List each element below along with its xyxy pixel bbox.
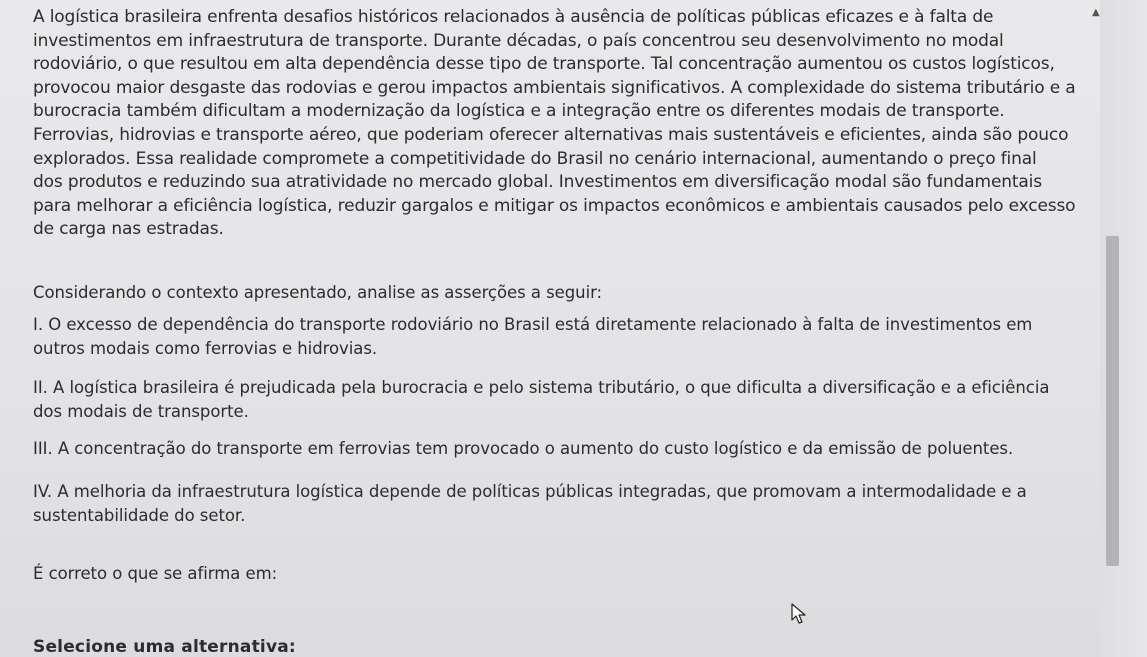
assertion-2-line-1: II. A logística brasileira é prejudicada pela burocracia e pelo sistema tributário, o que dificulta a diversificação e a eficiência bbox=[33, 378, 1050, 397]
select-alternative-label: Selecione uma alternativa: bbox=[33, 637, 296, 657]
assertion-3: III. A concentração do transporte em ferrovias tem provocado o aumento do custo logístico e da emissão de poluentes. bbox=[33, 439, 1014, 458]
assertion-1-line-1: I. O excesso de dependência do transporte rodoviário no Brasil está diretamente relacionado à falta de investimentos em bbox=[33, 315, 1033, 334]
assertion-2 bbox=[33, 376, 1049, 423]
vertical-scrollbar[interactable] bbox=[1092, 0, 1147, 657]
assertion-4-line-1: IV. A melhoria da infraestrutura logística depende de políticas públicas integradas, que promovam a intermodalidade e a bbox=[33, 482, 1027, 501]
context-line: rodoviário, o que resultou em alta dependência desse tipo de transporte. Tal concentração aumentou os custos logísticos, bbox=[33, 54, 1055, 75]
context-line: burocracia também dificultam a modernização da logística e a integração entre os diferentes modais de transporte. bbox=[33, 101, 1005, 122]
context-paragraph bbox=[33, 6, 1093, 242]
assertion-1 bbox=[33, 313, 1032, 360]
context-line: provocou maior desgaste das rodovias e gerou impactos ambientais significativos. A complexidade do sistema tributário e a bbox=[33, 77, 1076, 98]
assertions-intro: Considerando o contexto apresentado, analise as asserções a seguir: bbox=[33, 283, 603, 302]
context-line: explorados. Essa realidade compromete a competitividade do Brasil no cenário internacional, aumentando o preço final bbox=[33, 148, 1037, 169]
scrollbar-thumb[interactable] bbox=[1106, 236, 1119, 566]
context-line: Ferrovias, hidrovias e transporte aéreo, que poderiam oferecer alternativas mais sustentáveis e eficientes, ainda são pouco bbox=[33, 124, 1069, 145]
assertion-2-line-2: dos modais de transporte. bbox=[33, 401, 249, 421]
context-line: dos produtos e reduzindo sua atratividade no mercado global. Investimentos em diversificação modal são fundamentais bbox=[33, 172, 1042, 193]
question-text-area bbox=[33, 6, 1093, 657]
context-line: de carga nas estradas. bbox=[33, 219, 224, 240]
triangle-up-icon[interactable]: ▲ bbox=[1092, 7, 1100, 18]
assertion-4-line-2: sustentabilidade do setor. bbox=[33, 505, 246, 525]
context-line: para melhorar a eficiência logística, reduzir gargalos e mitigar os impactos econômicos e ambientais causados pelo excesso bbox=[33, 195, 1076, 216]
question-prompt: É correto o que se afirma em: bbox=[33, 564, 278, 583]
context-line: A logística brasileira enfrenta desafios históricos relacionados à ausência de políticas públicas eficazes e à falta de bbox=[33, 7, 994, 27]
mouse-pointer-icon bbox=[791, 603, 809, 625]
assertion-1-line-2: outros modais como ferrovias e hidrovias. bbox=[33, 338, 378, 358]
assertion-4 bbox=[33, 480, 1027, 527]
context-line: investimentos em infraestrutura de transporte. Durante décadas, o país concentrou seu desenvolvimento no modal bbox=[33, 30, 1004, 51]
